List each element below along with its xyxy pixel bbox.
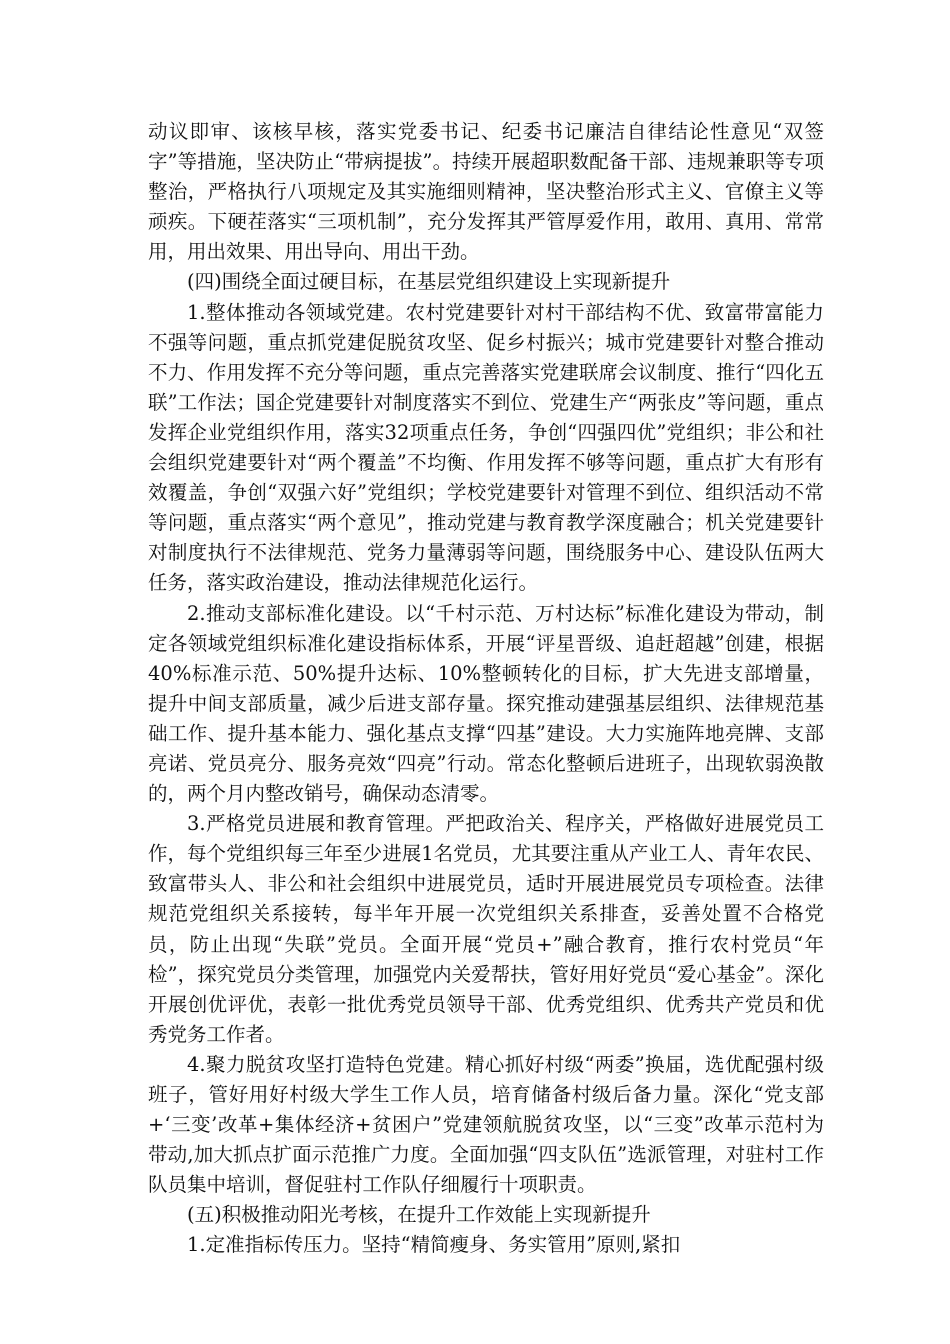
paragraph-item-4: 4.聚力脱贫攻坚打造特色党建。精心抓好村级“两委”换届，选优配强村级班子，管好用好村级大学生工作人员，培育储备村级后备力量。深化“党支部+‘三变’改革+集体经济+贫困户”党建领航脱贫攻坚，以“三变”改革示范村为带动,加大抓点扩面示范推广力度。全面加强“四支队伍”选派管理，对驻村工作队员集中培训，督促驻村工作队仔细履行十项职责。 [148,1052,824,1197]
paragraph-item-1: 1.整体推动各领域党建。农村党建要针对村干部结构不优、致富带富能力不强等问题，重点抓党建促脱贫攻坚、促乡村振兴；城市党建要针对整合推动不力、作用发挥不充分等问题，重点完善落实党建联席会议制度、推行“四化五联”工作法；国企党建要针对制度落实不到位、党建生产“两张皮”等问题，重点发挥企业党组织作用，落实32项重点任务，争创“四强四优”党组织；非公和社会组织党建要针对“两个覆盖”不均衡、作用发挥不够等问题，重点扩大有形有效覆盖，争创“双强六好”党组织；学校党建要针对管理不到位、组织活动不常等问题，重点落实“两个意见”，推动党建与教育教学深度融合；机关党建要针对制度执行不法律规范、党务力量薄弱等问题，围绕服务中心、建设队伍两大任务，落实政治建设，推动法律规范化运行。 [148,300,824,595]
paragraph-item-3: 3.严格党员进展和教育管理。严把政治关、程序关，严格做好进展党员工作，每个党组织每三年至少进展1名党员，尤其要注重从产业工人、青年农民、致富带头人、非公和社会组织中进展党员，适时开展进展党员专项检查。法律规范党组织关系接转，每半年开展一次党组织关系排查，妥善处置不合格党员，防止出现“失联”党员。全面开展“党员+”融合教育，推行农村党员“年检”，探究党员分类管理，加强党内关爱帮扶，管好用好党员“爱心基金”。深化开展创优评优，表彰一批优秀党员领导干部、优秀党组织、优秀共产党员和优秀党务工作者。 [148,812,824,1046]
document-page [148,117,824,1261]
paragraph-item-2: 2.推动支部标准化建设。以“千村示范、万村达标”标准化建设为带动，制定各领域党组织标准化建设指标体系，开展“评星晋级、追赶超越”创建，根据40%标准示范、50%提升达标、10%整顿转化的目标，扩大先进支部增量，提升中间支部质量，减少后进支部存量。探究推动建强基层组织、法律规范基础工作、提升基本能力、强化基点支撑“四基”建设。大力实施阵地亮牌、支部亮诺、党员亮分、服务亮效“四亮”行动。常态化整顿后进班子，出现软弱涣散的，两个月内整改销号，确保动态清零。 [148,601,824,806]
section-heading-4: (四)围绕全面过硬目标，在基层党组织建设上实现新提升 [187,270,671,294]
paragraph-continuation: 动议即审、该核早核，落实党委书记、纪委书记廉洁自律结论性意见“双签字”等措施，坚决防止“带病提拔”。持续开展超职数配备干部、违规兼职等专项整治，严格执行八项规定及其实施细则精神，坚决整治形式主义、官僚主义等顽疾。下硬茬落实“三项机制”，充分发挥其严管厚爱作用，敢用、真用、常常用，用出效果、用出导向、用出干劲。 [148,120,824,264]
paragraph-item-5-1: 1.定准指标传压力。坚持“精简瘦身、务实管用”原则,紧扣 [187,1233,681,1257]
section-heading-5: (五)积极推动阳光考核，在提升工作效能上实现新提升 [187,1203,651,1227]
